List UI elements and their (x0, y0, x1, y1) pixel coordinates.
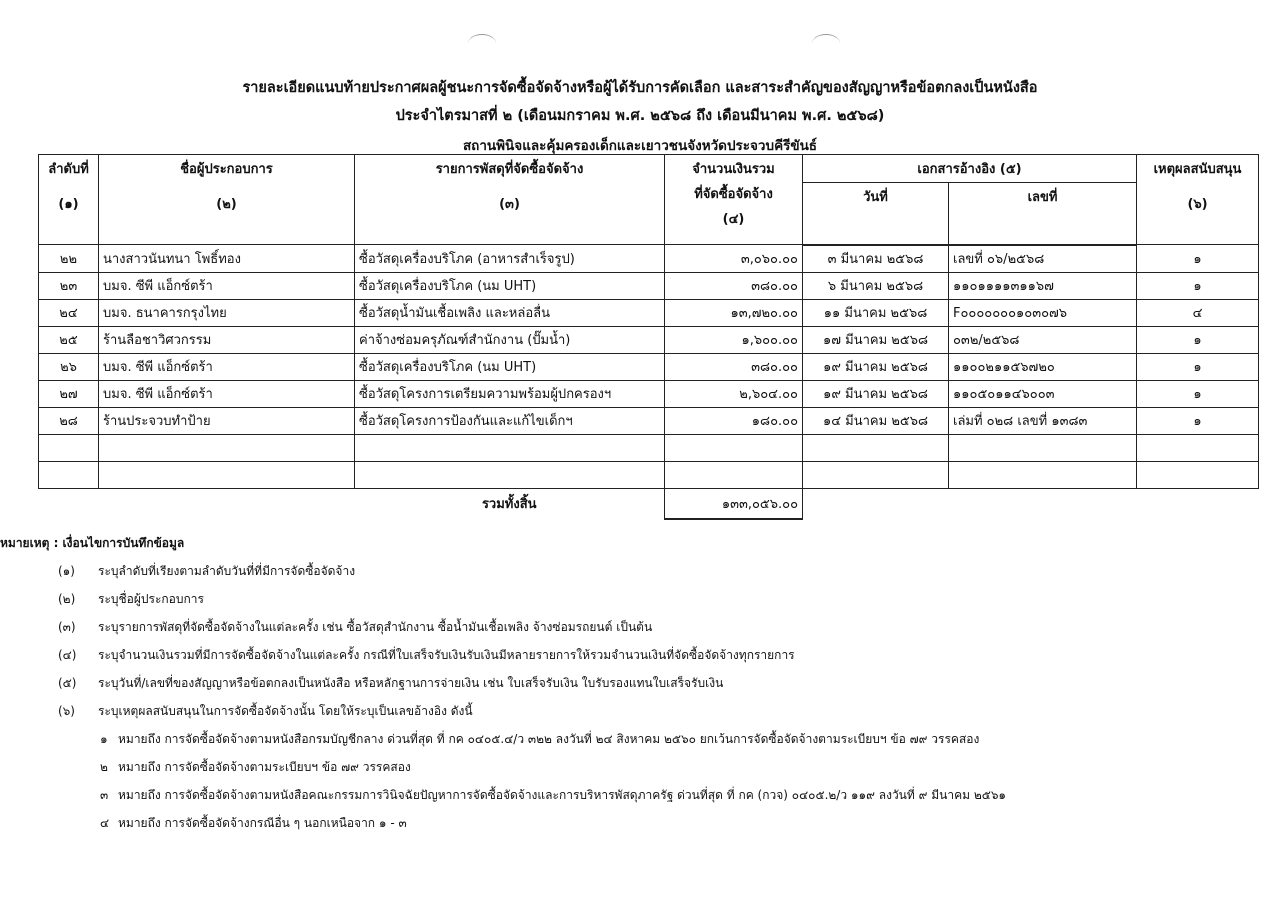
document-period: ประจำไตรมาสที่ ๒ (เดือนมกราคม พ.ศ. ๒๕๖๘ ถึง เดือนมีนาคม พ.ศ. ๒๕๖๘) (395, 108, 885, 124)
reason-ref-item: ๑ หมายถึง การจัดซื้อจัดจ้างตามหนังสือกรมบัญชีกลาง ด่วนที่สุด ที่ กค ๐๔๐๕.๔/ว ๓๒๒ ลงวันที่ ๒๔ สิงหาคม ๒๕๖๐ ยกเว้นการจัดซื้อจัดจ้างตามระเบียบฯ ข้อ ๗๙ วรรคสอง (100, 732, 980, 746)
document-title: รายละเอียดแนบท้ายประกาศผลผู้ชนะการจัดซื้อจัดจ้างหรือผู้ได้รับการคัดเลือก และสาระสำคัญของสัญญาหรือข้อตกลงเป็นหนังสือ (242, 80, 1038, 96)
cell-number: เลขที่ ๐๖/๒๕๖๘ (949, 245, 1137, 273)
cell-seq: ๒๘ (39, 407, 99, 434)
cell-vendor: ร้านประจวบทำป้าย (99, 407, 355, 434)
cell-vendor: ร้านลือชาวิศวกรรม (99, 326, 355, 353)
col-header-vendor: ชื่อผู้ประกอบการ (๒) (99, 155, 355, 245)
cell-amount: ๓,๐๖๐.๐๐ (665, 245, 803, 273)
cell-amount: ๓๘๐.๐๐ (665, 353, 803, 380)
reason-ref-item: ๓ หมายถึง การจัดซื้อจัดจ้างตามหนังสือคณะกรรมการวินิจฉัยปัญหาการจัดซื้อจัดจ้างและการบริหารพัสดุภาครัฐ ด่วนที่สุด ที่ กค (กวจ) ๐๔๐๕.๒/ว ๑๑๙ ลงวันที่ ๙ มีนาคม ๒๕๖๑ (100, 788, 1007, 802)
table-row (39, 272, 1259, 299)
cell-vendor: บมจ. ซีพี แอ็กซ์ตร้า (99, 353, 355, 380)
cell-number: ๐๓๒/๒๕๖๘ (949, 326, 1137, 353)
cell-seq: ๒๔ (39, 299, 99, 326)
cell-date: ๑๑ มีนาคม ๒๕๖๘ (803, 299, 949, 326)
cell-item: ซื้อวัสดุเครื่องบริโภค (นม UHT) (355, 353, 665, 380)
cell-date: ๓ มีนาคม ๒๕๖๘ (803, 245, 949, 273)
cell-item: ซื้อวัสดุโครงการเตรียมความพร้อมผู้ปกครองฯ (355, 380, 665, 407)
reason-ref-item: ๔ หมายถึง การจัดซื้อจัดจ้างกรณีอื่น ๆ นอกเหนือจาก ๑ - ๓ (100, 816, 407, 830)
cell-number: ๑๑๐๑๑๑๑๓๑๑๖๗ (949, 272, 1137, 299)
note-item: (๕) ระบุวันที่/เลขที่ของสัญญาหรือข้อตกลงเป็นหนังสือ หรือหลักฐานการจ่ายเงิน เช่น ใบเสร็จรับเงิน ใบรับรองแทนใบเสร็จรับเงิน (58, 676, 724, 690)
col-header-seq: ลำดับที่ (๑) (39, 155, 99, 245)
cell-number: เล่มที่ ๐๒๘ เลขที่ ๑๓๘๓ (949, 407, 1137, 434)
cell-seq: ๒๖ (39, 353, 99, 380)
cell-amount: ๑๘๐.๐๐ (665, 407, 803, 434)
note-item: (๔) ระบุจำนวนเงินรวมที่มีการจัดซื้อจัดจ้างในแต่ละครั้ง กรณีที่ใบเสร็จรับเงินรับเงินมีหลายรายการให้รวมจำนวนเงินที่จัดซื้อจัดจ้างทุกรายการ (58, 648, 795, 662)
cell-number: ๑๑๐๐๒๑๑๕๖๗๒๐ (949, 353, 1137, 380)
cell-item: ซื้อวัสดุเครื่องบริโภค (อาหารสำเร็จรูป) (355, 245, 665, 273)
cell-number: ๑๑๐๕๐๑๑๔๖๐๐๓ (949, 380, 1137, 407)
table-row (39, 353, 1259, 380)
total-row (39, 488, 1259, 519)
col-header-item: รายการพัสดุที่จัดซื้อจัดจ้าง (๓) (355, 155, 665, 245)
cell-amount: ๑๓,๗๒๐.๐๐ (665, 299, 803, 326)
empty-row (39, 461, 1259, 488)
cell-reason: ๑ (1137, 407, 1259, 434)
cell-reason: ๑ (1137, 380, 1259, 407)
agency-name: สถานพินิจและคุ้มครองเด็กและเยาวชนจังหวัดประจวบคีรีขันธ์ (462, 138, 818, 154)
cell-reason: ๑ (1137, 245, 1259, 273)
cell-number: F๐๐๐๐๐๐๐๑๐๓๐๗๖ (949, 299, 1137, 326)
cell-reason: ๑ (1137, 272, 1259, 299)
note-item: (๓) ระบุรายการพัสดุที่จัดซื้อจัดจ้างในแต่ละครั้ง เช่น ซื้อวัสดุสำนักงาน ซื้อน้ำมันเชื้อเพลิง จ้างซ่อมรถยนต์ เป็นต้น (58, 620, 653, 634)
cell-reason: ๑ (1137, 326, 1259, 353)
cell-vendor: บมจ. ซีพี แอ็กซ์ตร้า (99, 380, 355, 407)
cell-seq: ๒๕ (39, 326, 99, 353)
empty-row (39, 434, 1259, 461)
col-header-reason: เหตุผลสนับสนุน (๖) (1137, 155, 1259, 245)
cell-item: ซื้อวัสดุโครงการป้องกันและแก้ไขเด็กฯ (355, 407, 665, 434)
cell-seq: ๒๓ (39, 272, 99, 299)
cell-vendor: บมจ. ธนาคารกรุงไทย (99, 299, 355, 326)
notes-heading: หมายเหตุ : เงื่อนไขการบันทึกข้อมูล (0, 536, 185, 550)
punch-hole-right (812, 34, 840, 53)
table-row (39, 245, 1259, 273)
cell-date: ๖ มีนาคม ๒๕๖๘ (803, 272, 949, 299)
procurement-table (38, 154, 1259, 520)
total-label: รวมทั้งสิ้น (481, 496, 537, 512)
note-item: (๖) ระบุเหตุผลสนับสนุนในการจัดซื้อจัดจ้างนั้น โดยให้ระบุเป็นเลขอ้างอิง ดังนี้ (58, 704, 473, 718)
cell-reason: ๑ (1137, 353, 1259, 380)
punch-hole-left (468, 34, 496, 53)
cell-item: ซื้อวัสดุเครื่องบริโภค (นม UHT) (355, 272, 665, 299)
col-header-amount: จำนวนเงินรวม ที่จัดซื้อจัดจ้าง (๔) (665, 155, 803, 245)
col-header-date: วันที่ (803, 183, 949, 245)
table-row (39, 299, 1259, 326)
cell-seq: ๒๒ (39, 245, 99, 273)
cell-date: ๑๔ มีนาคม ๒๕๖๘ (803, 407, 949, 434)
cell-date: ๑๗ มีนาคม ๒๕๖๘ (803, 326, 949, 353)
col-header-reference: เอกสารอ้างอิง (๕) (803, 155, 1137, 183)
total-value: ๑๓๓,๐๕๖.๐๐ (665, 488, 803, 519)
cell-amount: ๒,๖๐๔.๐๐ (665, 380, 803, 407)
cell-amount: ๓๘๐.๐๐ (665, 272, 803, 299)
reason-ref-item: ๒ หมายถึง การจัดซื้อจัดจ้างตามระเบียบฯ ข้อ ๗๙ วรรคสอง (100, 760, 411, 774)
cell-vendor: นางสาวนันทนา โพธิ์ทอง (99, 245, 355, 273)
cell-date: ๑๙ มีนาคม ๒๕๖๘ (803, 353, 949, 380)
cell-vendor: บมจ. ซีพี แอ็กซ์ตร้า (99, 272, 355, 299)
note-item: (๑) ระบุลำดับที่เรียงตามลำดับวันที่ที่มีการจัดซื้อจัดจ้าง (58, 564, 356, 578)
table-row (39, 326, 1259, 353)
cell-item: ค่าจ้างซ่อมครุภัณฑ์สำนักงาน (ปั๊มน้ำ) (355, 326, 665, 353)
cell-item: ซื้อวัสดุน้ำมันเชื้อเพลิง และหล่อลื่น (355, 299, 665, 326)
cell-amount: ๑,๖๐๐.๐๐ (665, 326, 803, 353)
cell-date: ๑๙ มีนาคม ๒๕๖๘ (803, 380, 949, 407)
col-header-number: เลขที่ (949, 183, 1137, 245)
cell-seq: ๒๗ (39, 380, 99, 407)
cell-reason: ๔ (1137, 299, 1259, 326)
table-row (39, 380, 1259, 407)
note-item: (๒) ระบุชื่อผู้ประกอบการ (58, 592, 204, 606)
table-row (39, 407, 1259, 434)
